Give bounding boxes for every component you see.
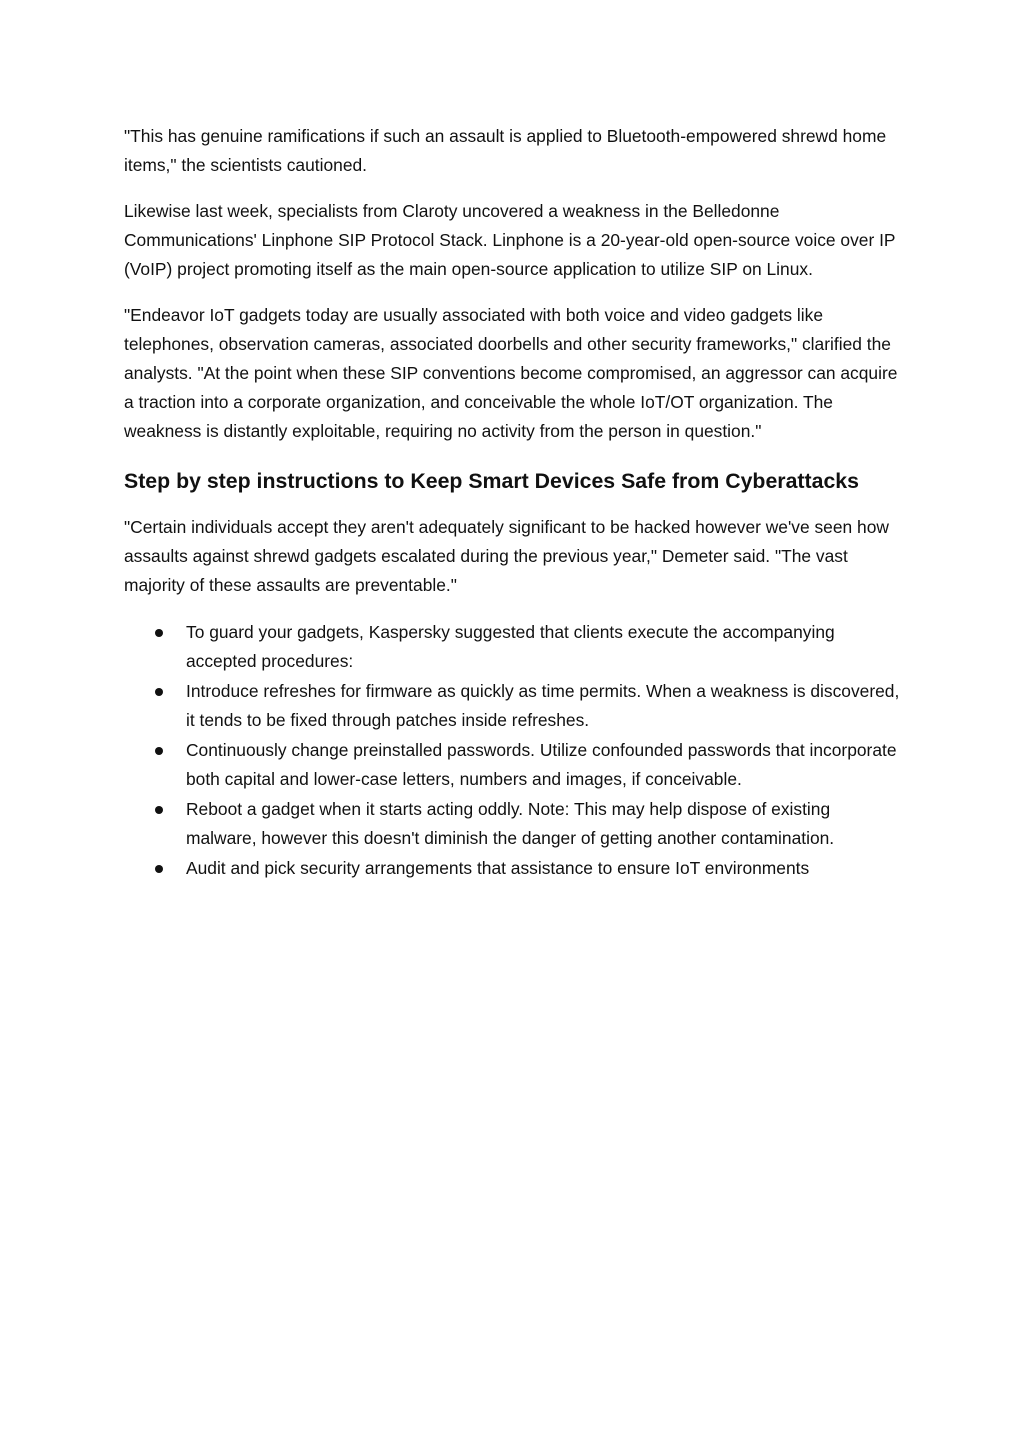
list-item-text: Continuously change preinstalled passwords. Utilize confounded passwords that incorporate both capital and lower-case letters, numbers and images, if conceivable.: [186, 740, 897, 789]
list-item-text: Introduce refreshes for firmware as quickly as time permits. When a weakness is discovered, it tends to be fixed through patches inside refreshes.: [186, 681, 900, 730]
bullet-icon: [155, 688, 163, 696]
list-item: [124, 677, 904, 735]
best-practices-list: [124, 618, 904, 883]
document-body: [124, 122, 904, 884]
list-item-text: Reboot a gadget when it starts acting oddly. Note: This may help dispose of existing malware, however this doesn't diminish the danger of getting another contamination.: [186, 799, 835, 848]
list-item: [124, 618, 904, 676]
paragraph-demeter-quote: "Certain individuals accept they aren't adequately significant to be hacked however we've seen how assaults against shrewd gadgets escalated during the previous year," Demeter said. "The vast majority of these assaults are preventable.": [124, 517, 889, 595]
paragraph-sip-compromise: "Endeavor IoT gadgets today are usually associated with both voice and video gadgets like telephones, observation cameras, associated doorbells and other security frameworks," clarified the analysts. "At the point when these SIP conventions become compromised, an aggressor can acquire a traction into a corporate organization, and conceivable the whole IoT/OT organization. The weakness is distantly exploitable, requiring no activity from the person in question.": [124, 305, 898, 441]
paragraph-bluetooth-warning: "This has genuine ramifications if such an assault is applied to Bluetooth-empowered shrewd home items," the scientists cautioned.: [124, 126, 887, 175]
paragraph-linphone-weakness: Likewise last week, specialists from Claroty uncovered a weakness in the Belledonne Communications' Linphone SIP Protocol Stack. Linphone is a 20-year-old open-source voice over IP (VoIP) project promoting itself as the main open-source application to utilize SIP on Linux.: [124, 201, 896, 279]
list-item: [124, 795, 904, 853]
list-item: [124, 854, 904, 883]
bullet-icon: [155, 629, 163, 637]
section-heading: Step by step instructions to Keep Smart Devices Safe from Cyberattacks: [124, 469, 859, 493]
bullet-icon: [155, 806, 163, 814]
bullet-icon: [155, 747, 163, 755]
bullet-icon: [155, 865, 163, 873]
list-item-text: To guard your gadgets, Kaspersky suggested that clients execute the accompanying accepted procedures:: [186, 622, 835, 671]
list-item-text: Audit and pick security arrangements that assistance to ensure IoT environments: [186, 858, 810, 878]
list-item: [124, 736, 904, 794]
